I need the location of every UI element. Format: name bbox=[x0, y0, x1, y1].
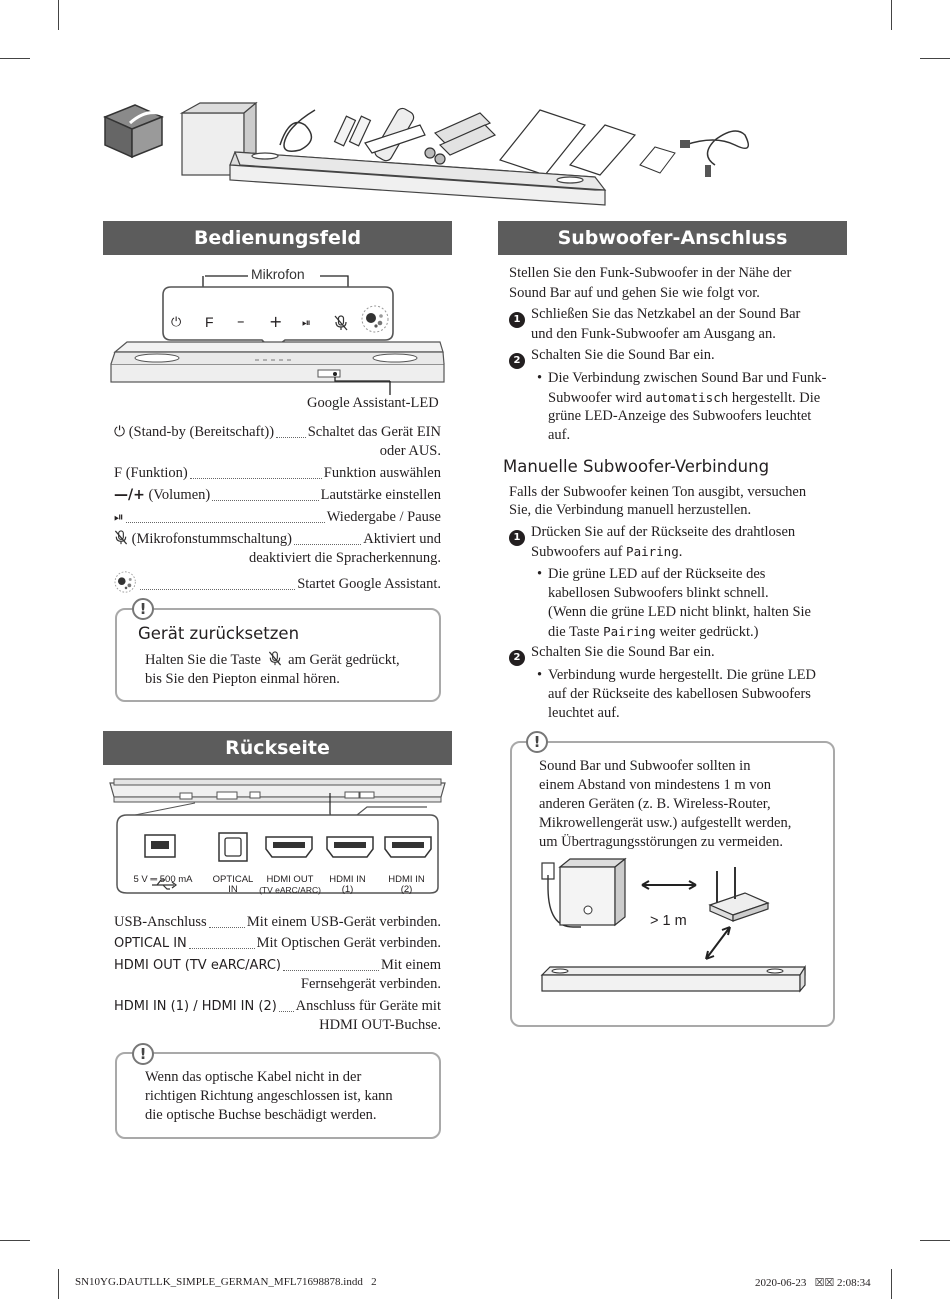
distance-note-line: Sound Bar und Subwoofer sollten in bbox=[539, 758, 751, 774]
distance-note-line: anderen Geräten (z. B. Wireless-Router, bbox=[539, 796, 771, 812]
remote-icon bbox=[365, 106, 425, 163]
distance-note-line: Mikrowellengerät usw.) aufgestellt werden, bbox=[539, 815, 792, 831]
m-bullet1-text: (Wenn die grüne LED nicht blinkt, halten Sie bbox=[548, 604, 811, 620]
row-google-assistant bbox=[114, 571, 441, 595]
m-step1-text bbox=[531, 542, 682, 563]
row-label: USB-Anschluss bbox=[114, 914, 207, 930]
row-volume bbox=[114, 486, 441, 506]
optical-note-line: Wenn das optische Kabel nicht in der bbox=[145, 1069, 362, 1085]
port-label-hdmi-out bbox=[255, 875, 325, 896]
port-label-usb: 5 V ═ 500 mA bbox=[133, 874, 193, 885]
panel-play-pause-icon: ⏯ bbox=[302, 316, 311, 329]
m-step2-text: Schalten Sie die Sound Bar ein. bbox=[531, 644, 715, 660]
keyword-automatisch: automatisch bbox=[645, 390, 729, 405]
port-label-optical bbox=[207, 875, 259, 895]
google-assistant-icon bbox=[361, 305, 389, 333]
distance-label: > 1 m bbox=[650, 913, 687, 929]
m-bullet1-text bbox=[548, 622, 758, 643]
row-continuation: deaktiviert die Spracherkennung. bbox=[248, 550, 441, 566]
port-label-hdmi-in-2 bbox=[379, 875, 434, 895]
keyword-pairing: Pairing bbox=[603, 624, 656, 639]
package-contents-illustration bbox=[100, 95, 850, 215]
row-value: Wiedergabe / Pause bbox=[326, 509, 441, 525]
reset-note-line1 bbox=[145, 651, 400, 671]
port-label-line: (TV eARC/ARC) bbox=[259, 885, 321, 895]
distance-note-line: um Übertragungsstörungen zu vermeiden. bbox=[539, 834, 784, 850]
crop-mark bbox=[0, 58, 30, 59]
step-number-1: 1 bbox=[509, 307, 525, 328]
port-label-line: HDMI IN bbox=[329, 874, 366, 885]
row-function bbox=[114, 464, 441, 484]
manual-connection-heading: Manuelle Subwoofer-Verbindung bbox=[503, 457, 770, 476]
section-banner-rear: Rückseite bbox=[103, 731, 452, 765]
reset-note-text: Halten Sie die Taste bbox=[145, 652, 261, 668]
footer-date: 2020-06-23 ☒☒ 2:08:34 bbox=[755, 1277, 871, 1289]
row-value: Mit einem USB-Gerät verbinden. bbox=[246, 914, 441, 930]
row-continuation: Fernsehgerät verbinden. bbox=[300, 976, 441, 992]
step-number-2: 2 bbox=[509, 645, 525, 666]
row-label: (Mikrofonstummschaltung) bbox=[131, 531, 292, 547]
port-label-line: HDMI OUT bbox=[266, 874, 314, 885]
card-icon bbox=[640, 147, 675, 173]
crop-mark bbox=[0, 1240, 30, 1241]
row-value: Funktion auswählen bbox=[323, 465, 441, 481]
optical-note-line: richtigen Richtung angeschlossen ist, kann bbox=[145, 1088, 393, 1104]
row-hdmi-out bbox=[114, 956, 441, 976]
bullet-text-part: hergestellt. Die bbox=[731, 390, 821, 406]
m-bullet2-text: Verbindung wurde hergestellt. Die grüne LED bbox=[548, 667, 816, 683]
play-pause-icon: ⏯ bbox=[114, 510, 124, 524]
google-assistant-icon bbox=[114, 571, 138, 593]
bullet-text bbox=[548, 388, 820, 409]
row-label: HDMI OUT (TV eARC/ARC) bbox=[114, 958, 281, 973]
step2-text: Schalten Sie die Sound Bar ein. bbox=[531, 347, 715, 363]
crop-mark bbox=[920, 1240, 950, 1241]
bullet-text-part: Subwoofer wird bbox=[548, 390, 642, 406]
manual-intro: Falls der Subwoofer keinen Ton ausgibt, versuchen bbox=[509, 484, 807, 500]
m-step1-part: . bbox=[678, 544, 683, 560]
manual-intro: Sie, die Verbindung manuell herzustellen. bbox=[509, 502, 752, 518]
bullet-text: auf. bbox=[548, 427, 571, 443]
control-panel-illustration bbox=[105, 270, 450, 395]
optical-note-line: die optische Buchse beschädigt werden. bbox=[145, 1107, 377, 1123]
panel-power-icon: ⏻ bbox=[171, 315, 182, 330]
panel-mic-mute-icon bbox=[334, 315, 348, 331]
step-number-2: 2 bbox=[509, 348, 525, 369]
info-exclamation-icon: ! bbox=[132, 598, 154, 620]
row-play-pause bbox=[114, 508, 441, 528]
info-exclamation-icon: ! bbox=[526, 731, 548, 753]
keyword-pairing: Pairing bbox=[626, 544, 679, 559]
row-label: F (Funktion) bbox=[114, 465, 188, 481]
volume-icon: —/+ bbox=[114, 487, 145, 503]
panel-volume-down-icon: – bbox=[237, 312, 245, 330]
google-assistant-led-label: Google Assistant-LED bbox=[307, 395, 439, 411]
reset-note-text: am Gerät gedrückt, bbox=[288, 652, 400, 668]
panel-volume-up-icon: + bbox=[269, 312, 283, 331]
reset-note-line2: bis Sie den Piepton einmal hören. bbox=[145, 671, 340, 687]
m-step1-part: Subwoofers auf bbox=[531, 544, 623, 560]
row-value: Mit einem bbox=[380, 957, 441, 973]
mic-label: Mikrofon bbox=[251, 266, 305, 282]
row-label: (Stand-by (Bereitschaft)) bbox=[128, 424, 275, 440]
row-hdmi-in bbox=[114, 997, 441, 1017]
optical-cable-icon bbox=[685, 131, 748, 165]
bullet-text: Die Verbindung zwischen Sound Bar und Funk- bbox=[548, 370, 827, 386]
step1-text: Schließen Sie das Netzkabel an der Sound Bar bbox=[531, 306, 801, 322]
mic-mute-icon bbox=[114, 530, 128, 545]
row-label: OPTICAL IN bbox=[114, 936, 187, 951]
row-value: Anschluss für Geräte mit bbox=[295, 998, 441, 1014]
row-value: Schaltet das Gerät EIN bbox=[307, 424, 441, 440]
crop-mark bbox=[891, 1269, 892, 1299]
subwoofer-intro: Sound Bar auf und gehen Sie wie folgt vor. bbox=[509, 285, 760, 301]
row-continuation: oder AUS. bbox=[379, 443, 441, 459]
section-banner-control-panel: Bedienungsfeld bbox=[103, 221, 452, 255]
step-number-1: 1 bbox=[509, 525, 525, 546]
row-value: Mit Optischen Gerät verbinden. bbox=[256, 935, 441, 951]
port-label-line: OPTICAL bbox=[212, 874, 254, 885]
port-label-line: HDMI IN bbox=[388, 874, 425, 885]
power-cable-icon bbox=[280, 110, 315, 151]
subwoofer-intro: Stellen Sie den Funk-Subwoofer in der Nähe der bbox=[509, 265, 792, 281]
m-step1-text: Drücken Sie auf der Rückseite des drahtlosen bbox=[531, 524, 796, 540]
distance-note-line: einem Abstand von mindestens 1 m von bbox=[539, 777, 771, 793]
crop-mark bbox=[891, 0, 892, 30]
m-bullet1-text: Die grüne LED auf der Rückseite des bbox=[548, 566, 766, 582]
row-value: Startet Google Assistant. bbox=[297, 576, 441, 592]
power-icon: ⏻ bbox=[114, 425, 126, 440]
batteries-icon bbox=[335, 116, 371, 146]
port-label-hdmi-in-1 bbox=[320, 875, 375, 895]
m-bullet1-part: weiter gedrückt.) bbox=[659, 624, 759, 640]
row-standby bbox=[114, 423, 441, 443]
row-optical bbox=[114, 934, 441, 954]
section-banner-subwoofer: Subwoofer-Anschluss bbox=[498, 221, 847, 255]
port-label-line: (1) bbox=[341, 884, 354, 895]
m-bullet2-text: leuchtet auf. bbox=[548, 705, 620, 721]
m-bullet1-text: kabellosen Subwoofers blinkt schnell. bbox=[548, 585, 769, 601]
crop-mark bbox=[58, 1269, 59, 1299]
wall-bracket-icon bbox=[425, 113, 495, 164]
row-label: HDMI IN (1) / HDMI IN (2) bbox=[114, 999, 277, 1014]
reset-note-title: Gerät zurücksetzen bbox=[138, 624, 300, 643]
row-continuation: HDMI OUT-Buchse. bbox=[319, 1017, 441, 1033]
bullet-dot: • bbox=[537, 370, 543, 386]
row-value: Aktiviert und bbox=[363, 531, 441, 547]
m-bullet2-text: auf der Rückseite des kabellosen Subwoofers bbox=[548, 686, 811, 702]
mic-mute-icon bbox=[268, 651, 282, 666]
row-label: (Volumen) bbox=[148, 487, 211, 503]
crop-mark bbox=[58, 0, 59, 30]
port-label-line: (2) bbox=[400, 884, 413, 895]
info-exclamation-icon: ! bbox=[132, 1043, 154, 1065]
port-label-line: IN bbox=[228, 884, 238, 895]
bullet-dot: • bbox=[537, 667, 543, 683]
row-usb bbox=[114, 913, 441, 933]
row-mic-mute bbox=[114, 530, 441, 550]
bullet-dot: • bbox=[537, 566, 543, 582]
panel-function-icon: F bbox=[205, 314, 214, 330]
footer-filename: SN10YG.DAUTLLK_SIMPLE_GERMAN_MFL71698878.indd 2 bbox=[75, 1276, 377, 1288]
box-icon bbox=[105, 105, 172, 157]
step1-text: und den Funk-Subwoofer am Ausgang an. bbox=[531, 326, 776, 342]
crop-mark bbox=[920, 58, 950, 59]
m-bullet1-part: die Taste bbox=[548, 624, 600, 640]
row-value: Lautstärke einstellen bbox=[320, 487, 441, 503]
bullet-text: grüne LED-Anzeige des Subwoofers leuchtet bbox=[548, 408, 812, 424]
